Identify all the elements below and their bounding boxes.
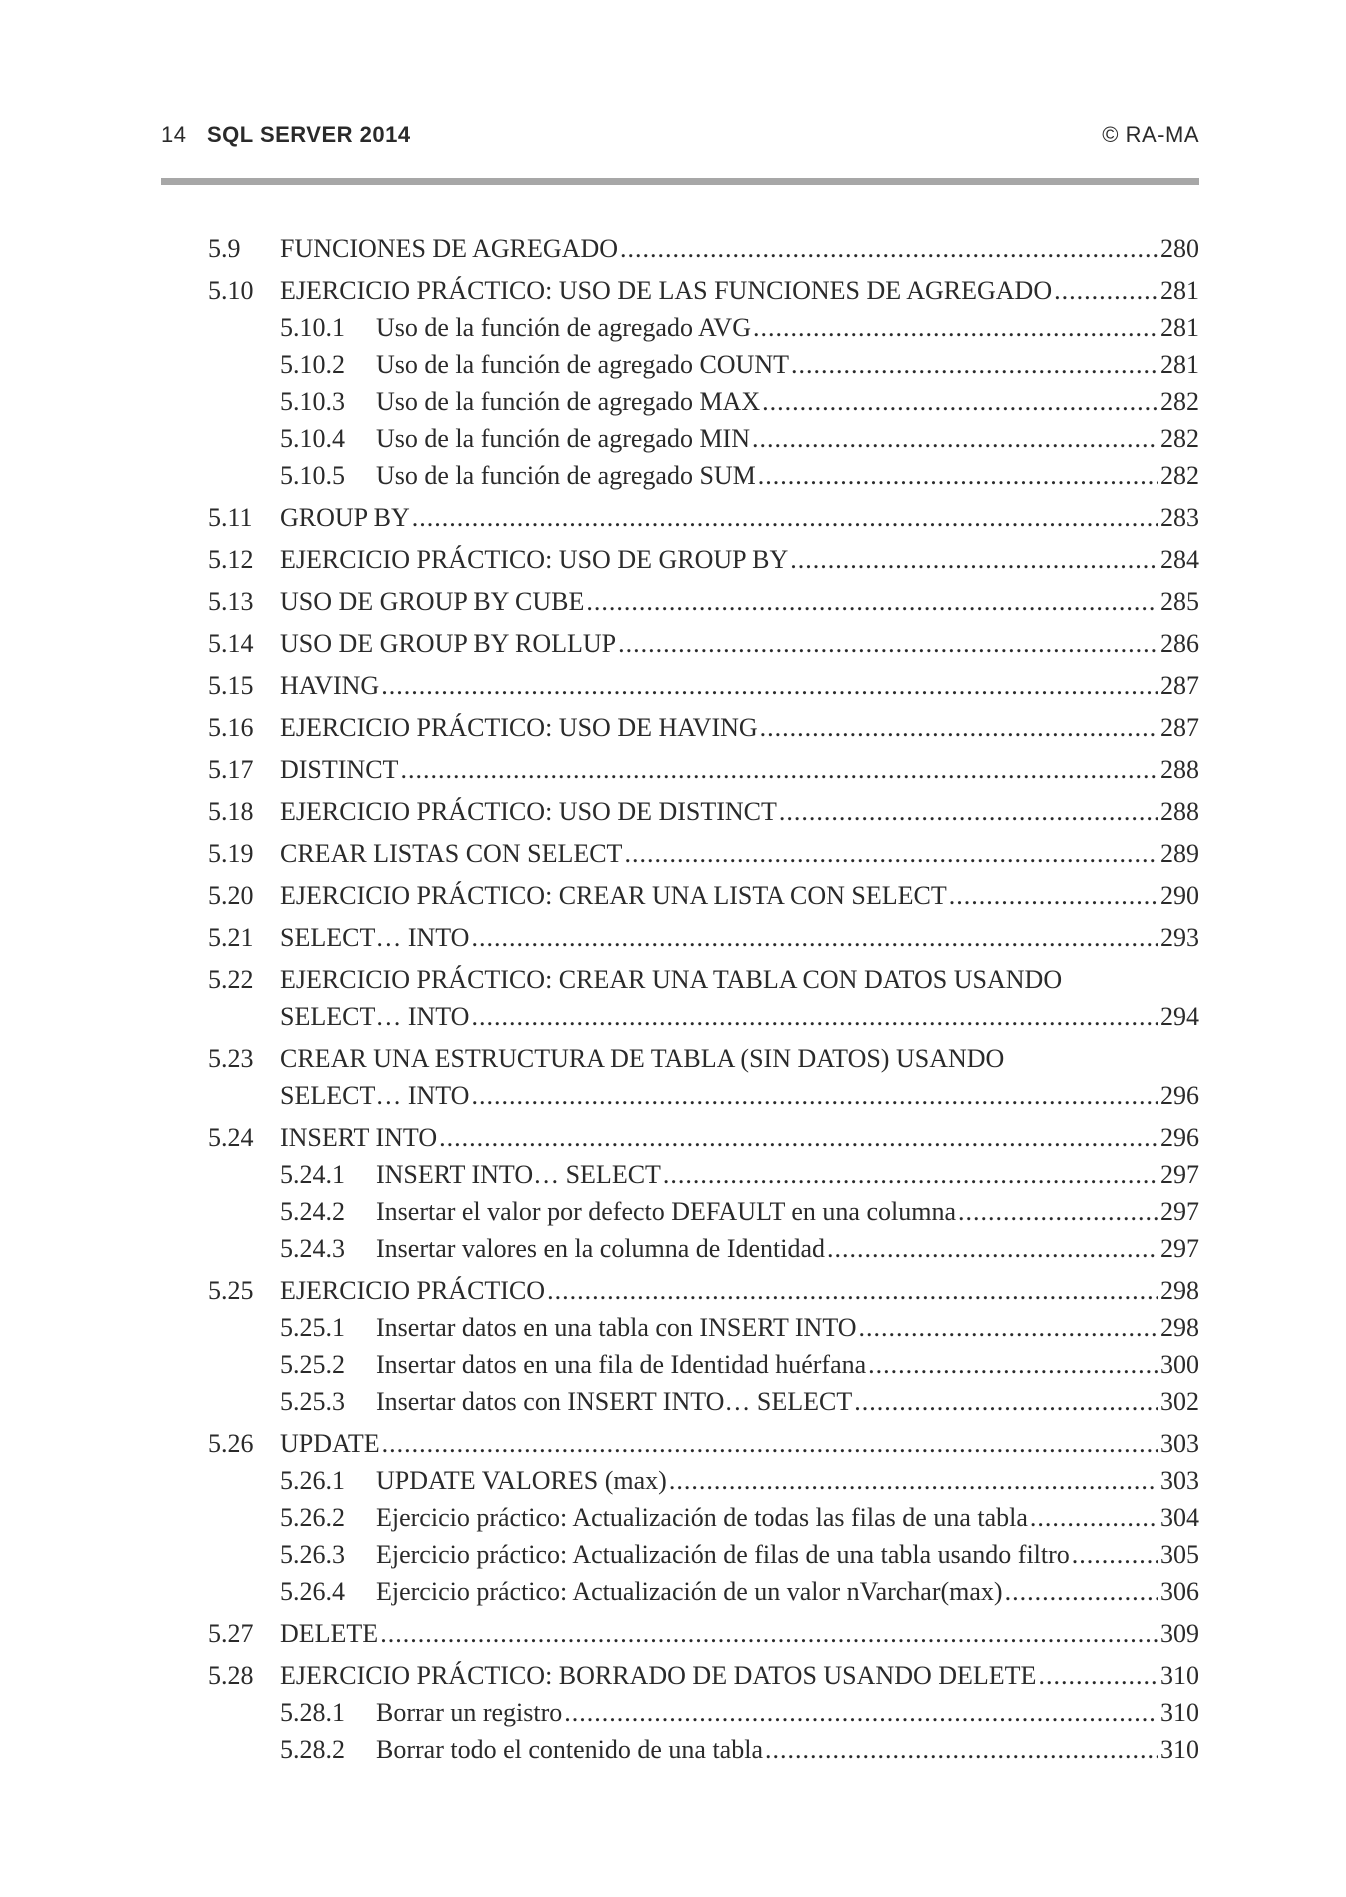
toc-entry-page: 280 <box>1160 234 1199 263</box>
toc-subentry-number: 5.10.4 <box>280 424 345 453</box>
toc-entry-page: 281 <box>1160 276 1199 305</box>
toc-subentry-title: Uso de la función de agregado MAX <box>376 387 761 416</box>
toc-entry[interactable] <box>208 835 1199 872</box>
toc-entry-title: HAVING <box>280 671 380 700</box>
dot-leader <box>471 998 1158 1035</box>
toc-entry[interactable] <box>208 1657 1199 1694</box>
header-rule <box>161 178 1199 185</box>
toc-subentry-number: 5.26.2 <box>280 1503 345 1532</box>
toc-entry-number: 5.13 <box>208 587 254 616</box>
toc-subentry-number: 5.10.3 <box>280 387 345 416</box>
toc-entry-page: 287 <box>1160 671 1199 700</box>
toc-subentry-number: 5.24.2 <box>280 1197 345 1226</box>
toc-entry[interactable] <box>208 1615 1199 1652</box>
toc-subentry-page: 300 <box>1160 1350 1199 1379</box>
toc-subentry[interactable] <box>208 309 1199 346</box>
toc-entry[interactable] <box>208 793 1199 830</box>
toc-subentry-title: Insertar datos en una fila de Identidad huérfana <box>376 1350 867 1379</box>
toc-subentry-number: 5.25.1 <box>280 1313 345 1342</box>
toc-subentry-page: 281 <box>1160 350 1199 379</box>
toc-entry[interactable] <box>208 1425 1199 1462</box>
dot-leader <box>471 1077 1158 1114</box>
toc-subentry[interactable] <box>208 1694 1199 1731</box>
toc-subentry[interactable] <box>208 346 1199 383</box>
dot-leader <box>439 1119 1158 1156</box>
toc-entry-page: 293 <box>1160 923 1199 952</box>
toc-subentry[interactable] <box>208 1156 1199 1193</box>
toc-entry[interactable] <box>208 1119 1199 1156</box>
toc-entry-page: 288 <box>1160 755 1199 784</box>
dot-leader <box>547 1272 1158 1309</box>
toc-subentry-page: 297 <box>1160 1234 1199 1263</box>
toc-entry-page: 287 <box>1160 713 1199 742</box>
toc-subentry-number: 5.28.1 <box>280 1698 345 1727</box>
toc-subentry-number: 5.10.2 <box>280 350 345 379</box>
toc-entry-page: 309 <box>1160 1619 1199 1648</box>
dot-leader <box>620 230 1158 267</box>
toc-subentry[interactable] <box>208 1193 1199 1230</box>
toc-subentry-title: Ejercicio práctico: Actualización de un valor nVarchar(max) <box>376 1577 1003 1606</box>
toc-entry-title: EJERCICIO PRÁCTICO: USO DE DISTINCT <box>280 797 777 826</box>
toc-entry-page: 284 <box>1160 545 1199 574</box>
toc-subentry-number: 5.10.5 <box>280 461 345 490</box>
toc-entry-page: 294 <box>1160 1002 1199 1031</box>
toc-subentry-number: 5.25.3 <box>280 1387 345 1416</box>
dot-leader <box>1054 272 1158 309</box>
toc-subentry-title: UPDATE VALORES (max) <box>376 1466 667 1495</box>
toc-entry-title: FUNCIONES DE AGREGADO <box>280 234 619 263</box>
toc-subentry-page: 298 <box>1160 1313 1199 1342</box>
toc-entry-number: 5.17 <box>208 755 254 784</box>
toc-subentry-page: 281 <box>1160 313 1199 342</box>
toc-entry-title: INSERT INTO <box>280 1123 438 1152</box>
toc-subentry-number: 5.28.2 <box>280 1735 345 1764</box>
dot-leader <box>412 499 1158 536</box>
dot-leader <box>949 877 1158 914</box>
toc-entry-title: DELETE <box>280 1619 379 1648</box>
toc-subentry-page: 297 <box>1160 1197 1199 1226</box>
dot-leader <box>758 457 1158 494</box>
dot-leader <box>586 583 1158 620</box>
dot-leader <box>752 420 1158 457</box>
toc-entry-number: 5.26 <box>208 1429 254 1458</box>
toc-entry-title: CREAR UNA ESTRUCTURA DE TABLA (SIN DATOS) USANDO <box>280 1044 1005 1073</box>
toc-subentry-title: Uso de la función de agregado SUM <box>376 461 756 490</box>
toc-entry-number: 5.22 <box>208 965 254 994</box>
toc-subentry[interactable] <box>208 1309 1199 1346</box>
toc-entry[interactable] <box>208 625 1199 662</box>
toc-subentry[interactable] <box>208 1731 1199 1768</box>
toc-entry-title: CREAR LISTAS CON SELECT <box>280 839 623 868</box>
toc-entry-page: 298 <box>1160 1276 1199 1305</box>
toc-entry[interactable] <box>208 499 1199 536</box>
toc-subentry-number: 5.25.2 <box>280 1350 345 1379</box>
toc-entry[interactable] <box>208 1272 1199 1309</box>
toc-entry-page: 303 <box>1160 1429 1199 1458</box>
dot-leader <box>779 793 1158 830</box>
dot-leader <box>1038 1657 1158 1694</box>
toc-entry-number: 5.9 <box>208 234 241 263</box>
toc-entry-title: EJERCICIO PRÁCTICO: USO DE GROUP BY <box>280 545 789 574</box>
dot-leader <box>381 667 1158 704</box>
dot-leader <box>868 1346 1158 1383</box>
toc-subentry-number: 5.24.3 <box>280 1234 345 1263</box>
toc-subentry-title: INSERT INTO… SELECT <box>376 1160 661 1189</box>
toc-entry-number: 5.16 <box>208 713 254 742</box>
toc-subentry-page: 305 <box>1160 1540 1199 1569</box>
toc-entry-title: EJERCICIO PRÁCTICO: USO DE LAS FUNCIONES DE AGREGADO <box>280 276 1053 305</box>
toc-entry-page: 290 <box>1160 881 1199 910</box>
toc-subentry[interactable] <box>208 1230 1199 1267</box>
toc-subentry[interactable] <box>208 1573 1199 1610</box>
toc-entry[interactable] <box>208 583 1199 620</box>
toc-entry-title: EJERCICIO PRÁCTICO: BORRADO DE DATOS USANDO DELETE <box>280 1661 1037 1690</box>
dot-leader <box>854 1383 1158 1420</box>
toc-entry-number: 5.27 <box>208 1619 254 1648</box>
toc-subentry-title: Insertar datos en una tabla con INSERT INTO <box>376 1313 857 1342</box>
table-of-contents <box>208 230 1199 1768</box>
toc-entry[interactable] <box>208 230 1199 267</box>
toc-entry-title: EJERCICIO PRÁCTICO: CREAR UNA TABLA CON DATOS USANDO <box>280 965 1063 994</box>
dot-leader <box>564 1694 1158 1731</box>
dot-leader <box>762 383 1158 420</box>
toc-subentry[interactable] <box>208 1383 1199 1420</box>
toc-entry[interactable] <box>208 541 1199 578</box>
toc-subentry-title: Ejercicio práctico: Actualización de todas las filas de una tabla <box>376 1503 1028 1532</box>
toc-subentry-title: Borrar un registro <box>376 1698 563 1727</box>
toc-entry-page: 296 <box>1160 1123 1199 1152</box>
toc-entry-number: 5.14 <box>208 629 254 658</box>
toc-entry-number: 5.24 <box>208 1123 254 1152</box>
toc-entry-title: UPDATE <box>280 1429 380 1458</box>
toc-entry-number: 5.12 <box>208 545 254 574</box>
dot-leader <box>669 1462 1158 1499</box>
toc-entry[interactable] <box>208 667 1199 704</box>
dot-leader <box>765 1731 1158 1768</box>
toc-entry-title: EJERCICIO PRÁCTICO: USO DE HAVING <box>280 713 758 742</box>
toc-subentry[interactable] <box>208 1462 1199 1499</box>
toc-subentry-page: 306 <box>1160 1577 1199 1606</box>
dot-leader <box>663 1156 1158 1193</box>
toc-entry-number: 5.18 <box>208 797 254 826</box>
dot-leader <box>791 346 1158 383</box>
toc-subentry-number: 5.26.1 <box>280 1466 345 1495</box>
toc-subentry-page: 303 <box>1160 1466 1199 1495</box>
toc-subentry-title: Borrar todo el contenido de una tabla <box>376 1735 763 1764</box>
toc-subentry[interactable] <box>208 1346 1199 1383</box>
dot-leader <box>1005 1573 1158 1610</box>
toc-entry[interactable] <box>208 877 1199 914</box>
toc-subentry-number: 5.24.1 <box>280 1160 345 1189</box>
toc-entry[interactable] <box>208 709 1199 746</box>
toc-entry-title: USO DE GROUP BY ROLLUP <box>280 629 617 658</box>
dot-leader <box>859 1309 1158 1346</box>
toc-entry-number: 5.10 <box>208 276 254 305</box>
toc-subentry[interactable] <box>208 457 1199 494</box>
toc-subentry-title: Ejercicio práctico: Actualización de filas de una tabla usando filtro <box>376 1540 1070 1569</box>
toc-entry-page: 285 <box>1160 587 1199 616</box>
toc-entry-title: GROUP BY <box>280 503 410 532</box>
toc-entry-title: EJERCICIO PRÁCTICO: CREAR UNA LISTA CON SELECT <box>280 881 947 910</box>
toc-entry-number: 5.19 <box>208 839 254 868</box>
toc-subentry-number: 5.26.3 <box>280 1540 345 1569</box>
publisher-name: © RA-MA <box>1102 122 1199 147</box>
book-title: SQL SERVER 2014 <box>207 122 411 147</box>
toc-entry[interactable] <box>208 1040 1199 1114</box>
toc-subentry-page: 282 <box>1160 461 1199 490</box>
page-header <box>161 116 1199 156</box>
toc-subentry-page: 310 <box>1160 1698 1199 1727</box>
page-number: 14 <box>161 122 187 147</box>
toc-subentry[interactable] <box>208 383 1199 420</box>
toc-subentry-page: 302 <box>1160 1387 1199 1416</box>
toc-subentry-page: 297 <box>1160 1160 1199 1189</box>
toc-subentry-page: 282 <box>1160 424 1199 453</box>
dot-leader <box>760 709 1158 746</box>
dot-leader <box>958 1193 1158 1230</box>
toc-entry[interactable] <box>208 272 1199 309</box>
dot-leader <box>618 625 1158 662</box>
toc-entry-page: 288 <box>1160 797 1199 826</box>
toc-entry-title: EJERCICIO PRÁCTICO <box>280 1276 546 1305</box>
dot-leader <box>400 751 1158 788</box>
toc-entry-page: 296 <box>1160 1081 1199 1110</box>
dot-leader <box>753 309 1158 346</box>
toc-subentry-page: 282 <box>1160 387 1199 416</box>
toc-entry-page: 289 <box>1160 839 1199 868</box>
toc-subentry-number: 5.10.1 <box>280 313 345 342</box>
toc-subentry[interactable] <box>208 1536 1199 1573</box>
dot-leader <box>624 835 1158 872</box>
toc-entry[interactable] <box>208 919 1199 956</box>
toc-subentry[interactable] <box>208 420 1199 457</box>
toc-entry[interactable] <box>208 961 1199 1035</box>
dot-leader <box>827 1230 1158 1267</box>
toc-entry-page: 286 <box>1160 629 1199 658</box>
toc-entry-number: 5.15 <box>208 671 254 700</box>
toc-entry-number: 5.21 <box>208 923 254 952</box>
toc-subentry-title: Uso de la función de agregado MIN <box>376 424 750 453</box>
toc-entry-page: 283 <box>1160 503 1199 532</box>
toc-entry-number: 5.28 <box>208 1661 254 1690</box>
toc-subentry-title: Uso de la función de agregado COUNT <box>376 350 789 379</box>
dot-leader <box>1072 1536 1158 1573</box>
toc-subentry-page: 304 <box>1160 1503 1199 1532</box>
dot-leader <box>1030 1499 1158 1536</box>
toc-subentry-title: Uso de la función de agregado AVG <box>376 313 751 342</box>
toc-entry-number: 5.11 <box>208 503 253 532</box>
toc-subentry-title: Insertar el valor por defecto DEFAULT en una columna <box>376 1197 956 1226</box>
dot-leader <box>790 541 1158 578</box>
dot-leader <box>382 1425 1158 1462</box>
toc-entry-title-continued: SELECT… INTO <box>280 1002 470 1031</box>
toc-entry-number: 5.20 <box>208 881 254 910</box>
toc-subentry-number: 5.26.4 <box>280 1577 345 1606</box>
toc-entry-title: DISTINCT <box>280 755 399 784</box>
toc-subentry[interactable] <box>208 1499 1199 1536</box>
toc-entry-number: 5.25 <box>208 1276 254 1305</box>
toc-subentry-title: Insertar valores en la columna de Identidad <box>376 1234 826 1263</box>
toc-entry-page: 310 <box>1160 1661 1199 1690</box>
toc-entry-number: 5.23 <box>208 1044 254 1073</box>
toc-subentry-title: Insertar datos con INSERT INTO… SELECT <box>376 1387 853 1416</box>
toc-entry-title: SELECT… INTO <box>280 923 470 952</box>
dot-leader <box>380 1615 1158 1652</box>
toc-entry-title: USO DE GROUP BY CUBE <box>280 587 585 616</box>
toc-subentry-page: 310 <box>1160 1735 1199 1764</box>
toc-entry[interactable] <box>208 751 1199 788</box>
dot-leader <box>471 919 1158 956</box>
toc-entry-title-continued: SELECT… INTO <box>280 1081 470 1110</box>
